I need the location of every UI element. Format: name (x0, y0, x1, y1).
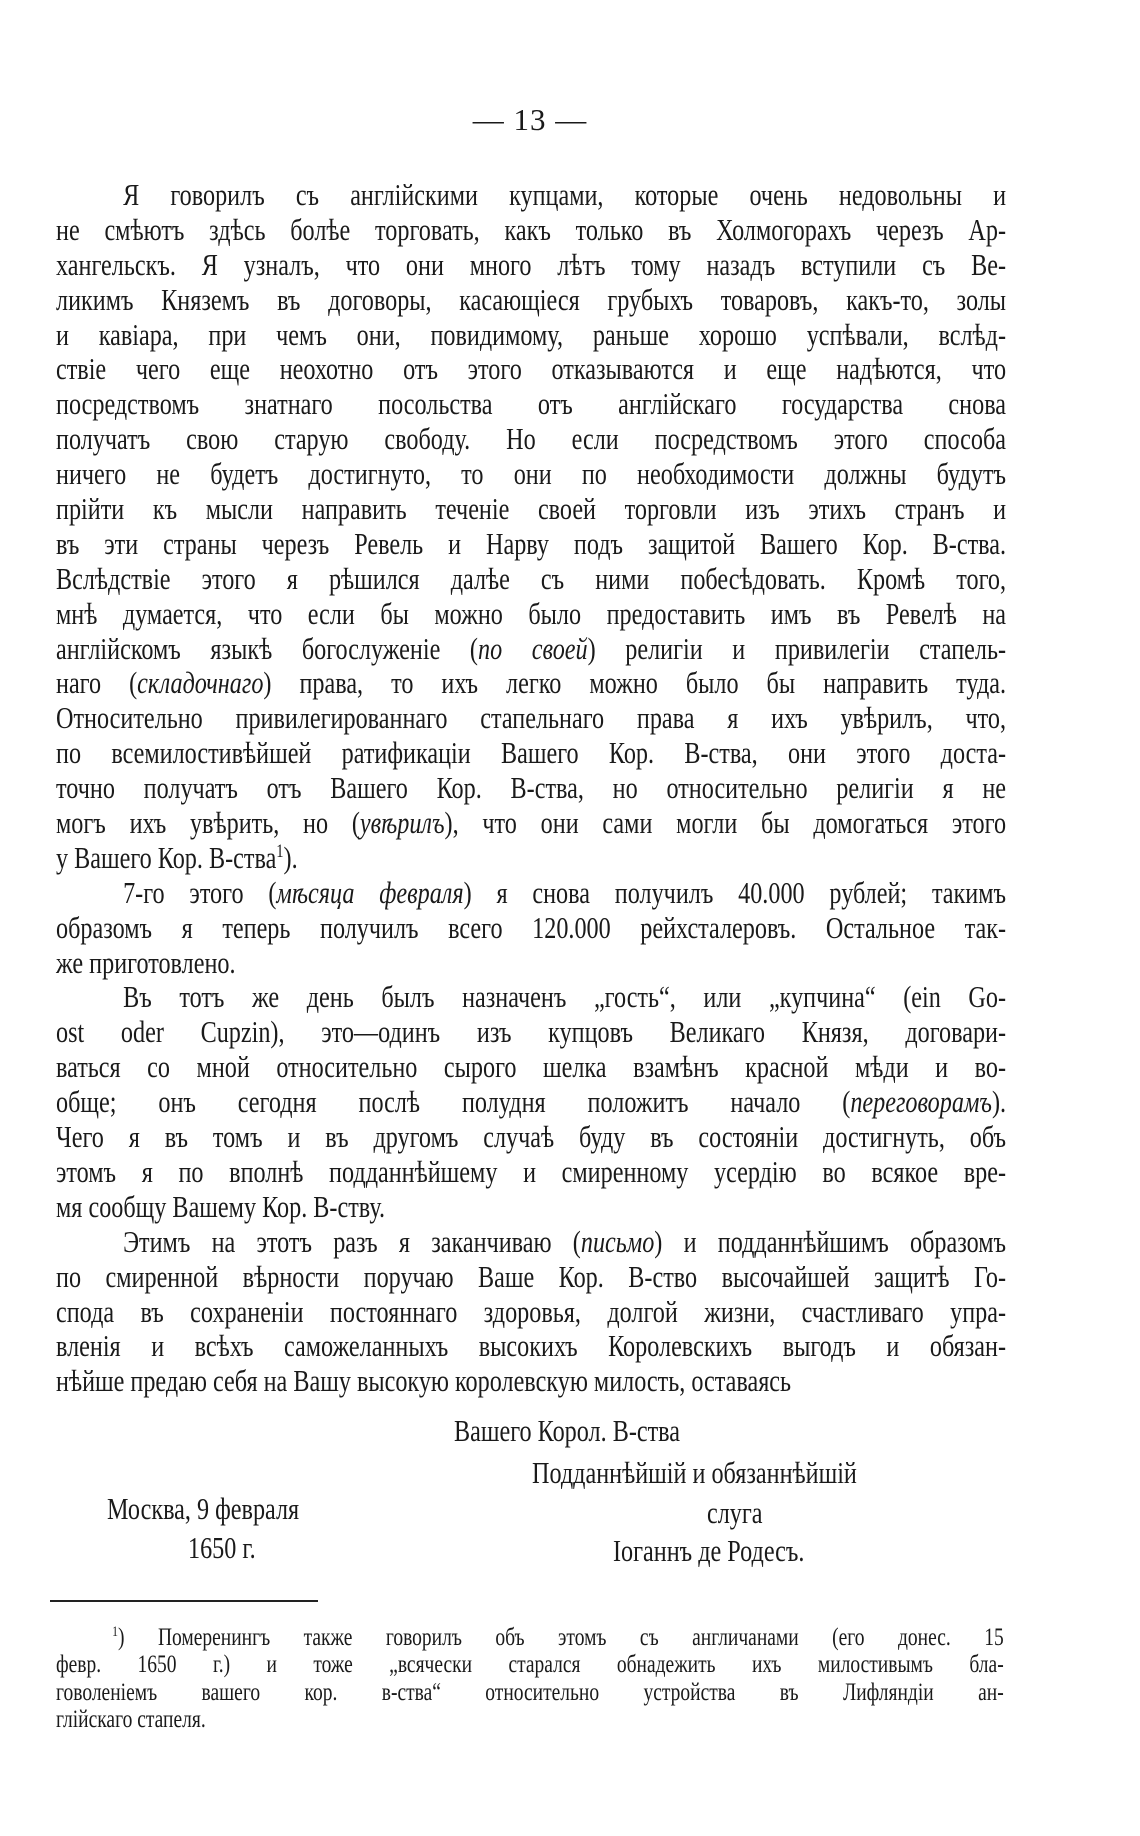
text-line (56, 1260, 1006, 1295)
text-line (56, 946, 1006, 981)
text-run: въ эти страны черезъ Ревель и Нарву подъ защитой Вашего Кор. В-ства. (56, 525, 1007, 561)
text-run: посредствомъ знатнаго посольства отъ англійскаго государства снова (56, 386, 1007, 422)
letter-body (56, 178, 1006, 1399)
text-run: могъ ихъ увѣрить, но ( (56, 805, 360, 841)
text-run: получатъ свою старую свободу. Но если посредствомъ этого способа (56, 421, 1007, 457)
footnote-line (56, 1624, 1004, 1651)
text-line (56, 1225, 1006, 1260)
text-run: ost oder Cupzin), это—одинъ изъ купцовъ Великаго Князя, договари- (56, 1014, 1007, 1050)
text-line (56, 806, 1006, 841)
text-run: мя сообщу Вашему Кор. В-ству. (56, 1188, 386, 1224)
text-line (56, 1050, 1006, 1085)
text-run: же приготовлено. (56, 944, 236, 980)
text-run: по смиренной вѣрности поручаю Ваше Кор. В-ство высочайшей защитѣ Го- (56, 1258, 1007, 1294)
date-year: 1650 г. (188, 1530, 256, 1565)
text-run: не смѣютъ здѣсь болѣе торговать, какъ только въ Холмогорахъ черезъ Ар- (56, 211, 1007, 247)
text-run: нѣйше предаю себя на Вашу высокую королевскую милость, оставаясь (56, 1363, 792, 1399)
text-run: ) права, то ихъ легко можно было бы направить туда. (263, 665, 1007, 701)
text-run: говоленіемъ вашего кор. в-ства“ относительно устройства въ Лифляндіи ан- (56, 1678, 1004, 1706)
text-run: образомъ я теперь получилъ всего 120.000 рейхсталеровъ. Остальное так- (56, 909, 1007, 945)
text-line (56, 666, 1006, 701)
text-run: англійскомъ языкѣ богослуженіе ( (56, 630, 478, 666)
text-run: прійти къ мысли направить теченіе своей торговли изъ этихъ странъ и (56, 491, 1007, 527)
closing-salutation-line-2: Подданнѣйшій и обязаннѣйшій (532, 1455, 857, 1490)
text-line (56, 1364, 1006, 1399)
text-run: ничего не будетъ достигнуто, то они по необходимости должны будутъ (56, 456, 1007, 492)
text-run: ). (991, 1084, 1007, 1120)
text-run: ликимъ Княземъ въ договоры, касающіеся грубыхъ товаровъ, какъ-то, золы (56, 281, 1007, 317)
text-line (56, 213, 1006, 248)
text-run: ) Померенингъ также говорилъ объ этомъ съ англичанами (его донес. 15 (118, 1624, 1004, 1651)
text-line (56, 178, 1006, 213)
text-run: по всемилостивѣйшей ратификаціи Вашего Кор. В-ства, они этого доста- (56, 735, 1007, 771)
footnote-line (56, 1679, 1004, 1706)
text-run: ) я снова получилъ 40.000 рублей; такимъ (463, 874, 1007, 910)
text-line (56, 876, 1006, 911)
text-line (56, 492, 1006, 527)
page-number: — 13 — (472, 102, 588, 137)
text-line (56, 562, 1006, 597)
text-run: у Вашего Кор. В-ства (56, 839, 277, 875)
text-run: мнѣ думается, что если бы можно было предоставить имъ въ Ревелѣ на (56, 595, 1007, 631)
italic-insertion: мѣсяца февраля (276, 874, 464, 910)
text-line (56, 1155, 1006, 1190)
text-run: ) религіи и привилегіи стапель- (587, 630, 1007, 666)
italic-insertion: увѣрилъ (359, 805, 445, 841)
text-line (56, 911, 1006, 946)
text-run: ствіе чего еще неохотно отъ этого отказываются и еще надѣются, что (56, 351, 1007, 387)
italic-insertion: по своей (477, 630, 588, 666)
italic-insertion: складочнаго (137, 665, 264, 701)
text-run: и кавіара, при чемъ они, повидимому, раньше хорошо успѣвали, вслѣд- (56, 316, 1007, 352)
text-run: ), что они сами могли бы домогаться этого (444, 805, 1007, 841)
text-run: Я говорилъ съ англійскими купцами, которые очень недовольны и (123, 177, 1007, 212)
text-line (56, 283, 1006, 318)
text-line (56, 980, 1006, 1015)
text-run: точно получатъ отъ Вашего Кор. В-ства, но относительно религіи я не (56, 770, 1007, 806)
text-line (56, 701, 1006, 736)
text-line (56, 1295, 1006, 1330)
text-run: наго ( (56, 665, 138, 701)
text-line (56, 1120, 1006, 1155)
text-line (56, 632, 1006, 667)
italic-insertion: письмо (580, 1223, 655, 1259)
text-line (56, 736, 1006, 771)
text-run: спода въ сохраненіи постояннаго здоровья, долгой жизни, счастливаго упра- (56, 1293, 1007, 1329)
text-line (56, 841, 1006, 876)
text-run: ) и подданнѣйшимъ образомъ (654, 1223, 1007, 1259)
text-line (56, 1329, 1006, 1364)
text-run: ваться со мной относительно сырого шелка взамѣнъ красной мѣди и во- (56, 1049, 1007, 1085)
text-run: обще; онъ сегодня послѣ полудня положитъ начало ( (56, 1084, 851, 1120)
footnote-marker: 1 (276, 840, 284, 862)
text-run: этомъ я по вполнѣ подданнѣйшему и смиренному усердію во всякое вре- (56, 1153, 1007, 1189)
text-run: февр. 1650 г.) и тоже „всячески старался обнадежить ихъ милостивымъ бла- (56, 1651, 1004, 1679)
text-line (56, 771, 1006, 806)
text-line (56, 1190, 1006, 1225)
text-line (56, 457, 1006, 492)
signature-name: Іоганнъ де Родесъ. (613, 1533, 805, 1568)
closing-salutation-line-3: слуга (707, 1495, 763, 1530)
text-run: Чего я въ томъ и въ другомъ случаѣ буду въ состояніи достигнуть, объ (56, 1119, 1007, 1155)
text-run: хангельскъ. Я узналъ, что они много лѣтъ тому назадъ вступили съ Ве- (56, 246, 1007, 282)
text-line (56, 422, 1006, 457)
text-run: Въ тотъ же день былъ назначенъ „гость“, или „купчина“ (ein Go- (123, 979, 1007, 1015)
text-run: глійскаго стапеля. (56, 1705, 206, 1733)
text-line (56, 527, 1006, 562)
text-line (56, 1085, 1006, 1120)
text-run: Этимъ на этотъ разъ я заканчиваю ( (123, 1223, 581, 1259)
footnote-marker: 1 (112, 1624, 119, 1640)
text-line (56, 248, 1006, 283)
text-run: Вслѣдствіе этого я рѣшился далѣе съ ними побесѣдовать. Кромѣ того, (56, 560, 1007, 596)
text-run: 7-го этого ( (123, 874, 277, 910)
italic-insertion: переговорамъ (850, 1084, 992, 1120)
place-and-date: Москва, 9 февраля (107, 1491, 300, 1526)
text-run: ). (283, 839, 298, 875)
closing-salutation-line-1: Вашего Корол. В-ства (454, 1413, 681, 1448)
text-line (56, 387, 1006, 422)
text-line (56, 597, 1006, 632)
text-line (56, 352, 1006, 387)
footnote-line (56, 1651, 1004, 1678)
text-line (56, 318, 1006, 353)
text-line (56, 1015, 1006, 1050)
footnote (56, 1624, 1004, 1733)
text-run: Относительно привилегированнаго стапельнаго права я ихъ увѣрилъ, что, (56, 700, 1007, 736)
text-run: вленія и всѣхъ саможеланныхъ высокихъ Королевскихъ выгодъ и обязан- (56, 1328, 1007, 1364)
footnote-separator-rule (50, 1600, 318, 1602)
footnote-line (56, 1706, 1004, 1733)
